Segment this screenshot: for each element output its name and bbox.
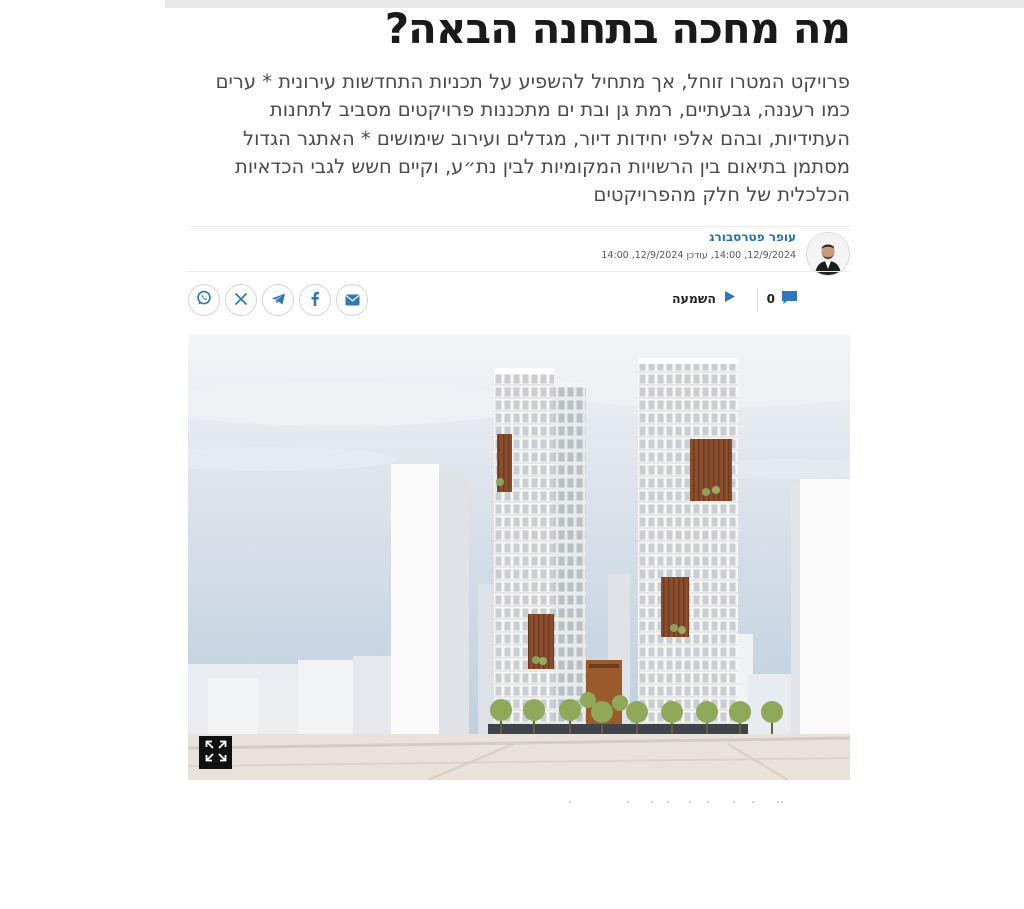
separator bbox=[757, 288, 758, 312]
expand-icon bbox=[205, 740, 227, 766]
share-telegram-button[interactable] bbox=[262, 284, 294, 316]
share-whatsapp-button[interactable] bbox=[188, 284, 220, 316]
envelope-icon bbox=[345, 291, 360, 310]
image-caption-fragment bbox=[568, 790, 788, 796]
author-name[interactable]: עופר פטרסבורג bbox=[709, 230, 796, 244]
byline bbox=[188, 230, 850, 274]
article-subtitle: פרויקט המטרו זוחל, אך מתחיל להשפיע על תכניות התחדשות עירונית * ערים כמו רעננה, גבעתיים, רמת גן ובת ים מתכננות פרויקטים מסביב לתחנות העתידיות, ובהם אלפי יחידות דיור, מגדלים ועירוב שימושים * האתגר הגדול מסתמן בתיאום בין הרשויות המקומיות לבין נת״ע, וקיים חשש לגבי הכדאיות הכלכלית של חלק מהפרויקטים bbox=[215, 70, 850, 207]
article-actions bbox=[188, 284, 850, 316]
share-buttons bbox=[188, 284, 368, 316]
share-email-button[interactable] bbox=[336, 284, 368, 316]
comment-count: 0 bbox=[766, 292, 775, 306]
comments-button[interactable] bbox=[767, 290, 798, 308]
divider bbox=[188, 271, 850, 272]
telegram-icon bbox=[271, 291, 286, 310]
publish-date: 12/9/2024, 14:00, עודכן 12/9/2024, 14:00 bbox=[601, 250, 796, 261]
divider bbox=[188, 226, 850, 227]
article-image[interactable] bbox=[188, 334, 850, 780]
facebook-icon bbox=[310, 291, 320, 310]
share-facebook-button[interactable] bbox=[299, 284, 331, 316]
tower-rendering bbox=[188, 334, 850, 780]
share-x-button[interactable] bbox=[225, 284, 257, 316]
listen-button[interactable] bbox=[672, 290, 736, 306]
avatar[interactable] bbox=[806, 232, 850, 276]
comment-icon bbox=[781, 290, 798, 308]
x-icon bbox=[234, 291, 248, 310]
play-icon bbox=[724, 290, 736, 306]
whatsapp-icon bbox=[196, 290, 212, 310]
listen-label: השמעה bbox=[671, 290, 716, 306]
expand-image-button[interactable] bbox=[199, 736, 232, 769]
page-title: מה מחכה בתחנה הבאה? bbox=[384, 4, 850, 53]
